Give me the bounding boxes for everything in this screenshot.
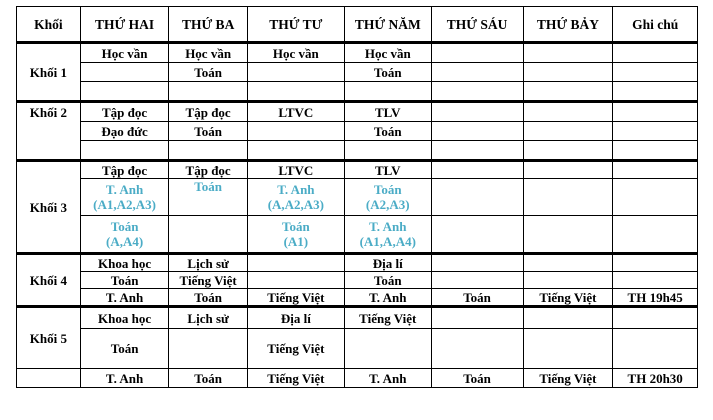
cell (523, 141, 613, 161)
khoi2-row-3 (17, 141, 698, 161)
cell (247, 141, 344, 161)
cell (613, 254, 698, 272)
cell: Toán (80, 329, 169, 369)
cell (431, 82, 523, 102)
subject: Toán (110, 219, 139, 234)
khoi1-label: Khối 1 (17, 43, 81, 102)
cell (80, 63, 169, 82)
cell (344, 329, 431, 369)
cell: Toán (344, 272, 431, 289)
cell (169, 82, 247, 102)
khoi1-row-2 (17, 63, 698, 82)
cell: Khoa học (80, 254, 169, 272)
khoi3-thu-nam-math (344, 179, 431, 216)
classes: (A,A2,A3) (267, 197, 325, 212)
cell (431, 43, 523, 63)
cell (613, 179, 698, 216)
cell (431, 102, 523, 122)
cell (523, 179, 613, 216)
cell: TLV (344, 102, 431, 122)
khoi2-row-2 (17, 122, 698, 141)
cell: Địa lí (247, 307, 344, 329)
cell: Học vần (247, 43, 344, 63)
khoi3-thu-ba-math (169, 179, 247, 216)
cell (613, 216, 698, 254)
khoi3-thu-tu-math (247, 216, 344, 254)
cell: Tiếng Việt (169, 272, 247, 289)
cell (431, 329, 523, 369)
subject: T. Anh (369, 219, 407, 234)
header-thu-bay: THỨ BẢY (523, 7, 613, 43)
cell (344, 141, 431, 161)
cell (169, 329, 247, 369)
khoi3-row-1 (17, 161, 698, 179)
cell (169, 216, 247, 254)
header-khoi: Khối (17, 7, 81, 43)
cell: Học vần (80, 43, 169, 63)
classes: (A,A4) (105, 234, 144, 249)
header-thu-sau: THỨ SÁU (431, 7, 523, 43)
cell (523, 329, 613, 369)
cell (431, 272, 523, 289)
khoi2-row-1 (17, 102, 698, 122)
khoi5-row-2 (17, 329, 698, 369)
khoi4-row-1 (17, 254, 698, 272)
cell: Toán (431, 369, 523, 388)
khoi3-row-3 (17, 216, 698, 254)
cell: T. Anh (80, 369, 169, 388)
cell (523, 161, 613, 179)
cell: Tiếng Việt (247, 369, 344, 388)
cell (613, 43, 698, 63)
cell (613, 272, 698, 289)
header-thu-nam: THỨ NĂM (344, 7, 431, 43)
cell (431, 179, 523, 216)
cell (431, 122, 523, 141)
cell (523, 102, 613, 122)
cell (613, 141, 698, 161)
khoi5-row-1 (17, 307, 698, 329)
cell (247, 272, 344, 289)
cell: Toán (169, 369, 247, 388)
cell (431, 63, 523, 82)
cell: Toán (431, 289, 523, 307)
khoi3-thu-hai-math (80, 216, 169, 254)
cell (169, 141, 247, 161)
classes: (A1) (283, 234, 309, 249)
cell (247, 63, 344, 82)
classes: (A2,A3) (365, 197, 410, 212)
cell: LTVC (247, 161, 344, 179)
cell (247, 122, 344, 141)
cell (431, 307, 523, 329)
khoi5-row-3 (17, 369, 698, 388)
header-thu-ba: THỨ BA (169, 7, 247, 43)
khoi5-label: Khối 5 (17, 307, 81, 369)
khoi2-label: Khối 2 (17, 102, 81, 161)
khoi3-thu-nam-english (344, 216, 431, 254)
cell: Tiếng Việt (523, 289, 613, 307)
cell: Toán (169, 289, 247, 307)
cell: Tập đọc (169, 161, 247, 179)
cell (613, 307, 698, 329)
cell: Tập đọc (80, 161, 169, 179)
khoi3-thu-hai-english (80, 179, 169, 216)
cell (523, 43, 613, 63)
cell: T. Anh (344, 289, 431, 307)
cell: Học vần (344, 43, 431, 63)
cell (80, 82, 169, 102)
khoi3-thu-tu-english (247, 179, 344, 216)
cell (523, 307, 613, 329)
cell (613, 102, 698, 122)
classes: (A1,A,A4) (359, 234, 416, 249)
subject: T. Anh (277, 182, 315, 197)
schedule-container (16, 6, 698, 388)
cell: Toán (344, 63, 431, 82)
cell: T. Anh (344, 369, 431, 388)
cell: Học vần (169, 43, 247, 63)
cell (613, 122, 698, 141)
cell (523, 272, 613, 289)
cell (523, 216, 613, 254)
cell (523, 254, 613, 272)
cell: Toán (344, 122, 431, 141)
cell (523, 122, 613, 141)
cell (247, 82, 344, 102)
cell (613, 63, 698, 82)
header-ghi-chu: Ghi chú (613, 7, 698, 43)
cell (344, 82, 431, 102)
cell: Tập đọc (169, 102, 247, 122)
subject: Toán (194, 179, 222, 194)
header-thu-tu: THỨ TƯ (247, 7, 344, 43)
cell: TH 20h30 (613, 369, 698, 388)
cell: Toán (169, 63, 247, 82)
cell: Tiếng Việt (523, 369, 613, 388)
cell (613, 161, 698, 179)
khoi1-row-3 (17, 82, 698, 102)
khoi3-row-2 (17, 179, 698, 216)
cell: Lịch sử (169, 254, 247, 272)
cell (523, 63, 613, 82)
timetable (16, 6, 698, 388)
cell (431, 216, 523, 254)
header-row (17, 7, 698, 43)
cell (80, 141, 169, 161)
cell (613, 82, 698, 102)
cell (613, 329, 698, 369)
khoi3-label: Khối 3 (17, 161, 81, 254)
cell (431, 254, 523, 272)
classes: (A1,A2,A3) (93, 197, 156, 212)
khoi4-row-2 (17, 272, 698, 289)
subject: Toán (282, 219, 310, 234)
cell: Địa lí (344, 254, 431, 272)
header-thu-hai: THỨ HAI (80, 7, 169, 43)
cell: Tiếng Việt (344, 307, 431, 329)
cell: Toán (80, 272, 169, 289)
cell (431, 141, 523, 161)
cell: TLV (344, 161, 431, 179)
khoi1-row-1 (17, 43, 698, 63)
cell: Tiếng Việt (247, 329, 344, 369)
cell (17, 369, 81, 388)
cell: Lịch sử (169, 307, 247, 329)
subject: Toán (373, 182, 402, 197)
cell (523, 82, 613, 102)
cell: Tiếng Việt (247, 289, 344, 307)
subject: T. Anh (105, 182, 144, 197)
khoi4-row-3 (17, 289, 698, 307)
cell: LTVC (247, 102, 344, 122)
cell: T. Anh (80, 289, 169, 307)
cell: Khoa học (80, 307, 169, 329)
cell: Toán (169, 122, 247, 141)
cell: Tập đọc (80, 102, 169, 122)
cell: TH 19h45 (613, 289, 698, 307)
khoi4-label: Khối 4 (17, 254, 81, 307)
cell (247, 254, 344, 272)
cell (431, 161, 523, 179)
cell: Đạo đức (80, 122, 169, 141)
